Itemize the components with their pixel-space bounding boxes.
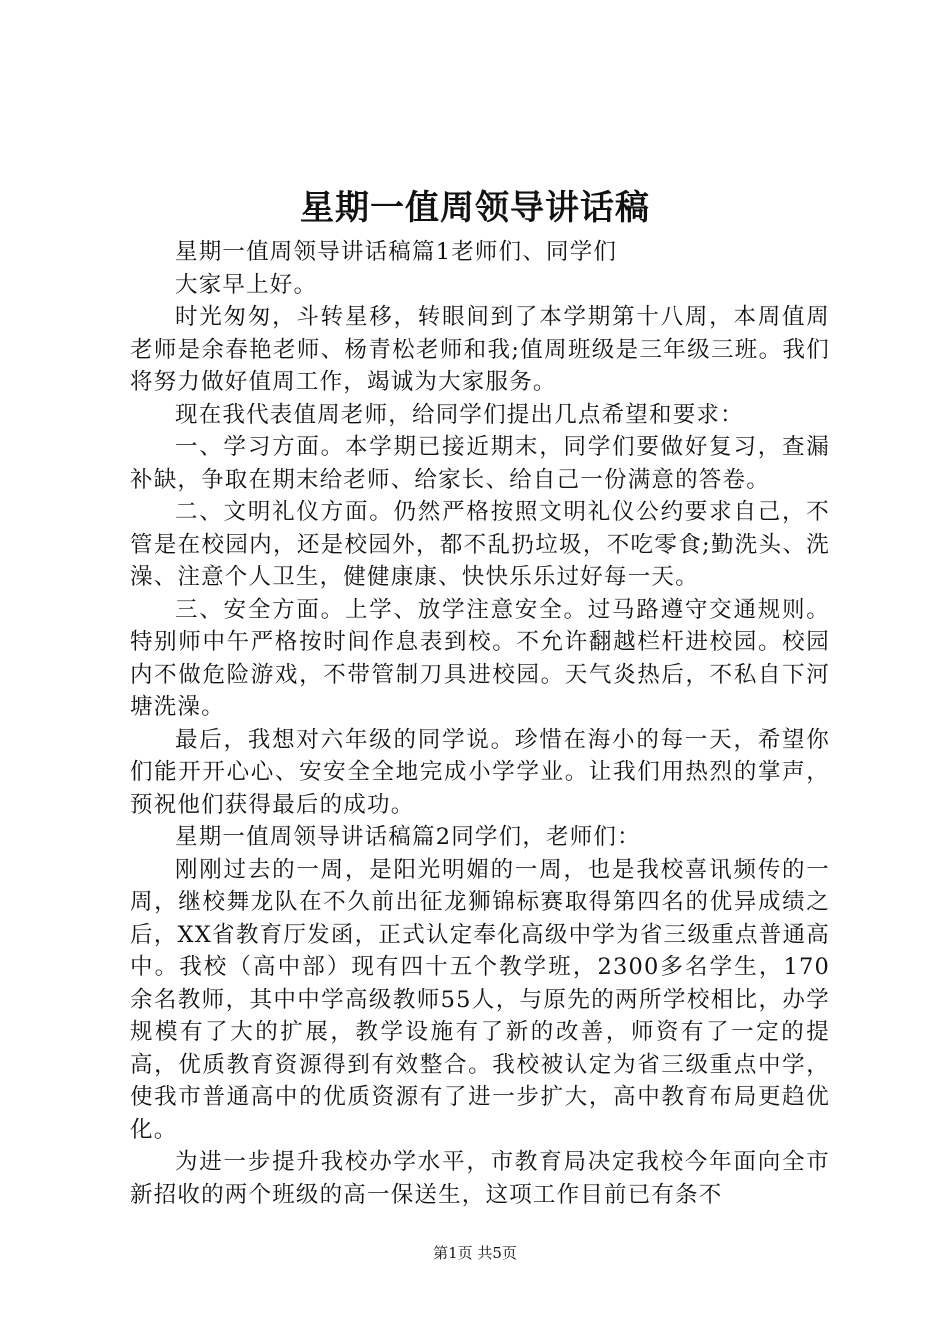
paragraph: 最后，我想对六年级的同学说。珍惜在海小的每一天，希望你们能开开心心、安安全全地完成小学学业。让我们用热烈的掌声，预祝他们获得最后的成功。 (130, 726, 830, 818)
paragraph: 现在我代表值周老师，给同学们提出几点希望和要求： (175, 401, 744, 428)
page-footer: 第1页 共5页 (433, 1244, 517, 1262)
paragraph: 为进一步提升我校办学水平，市教育局决定我校今年面向全市新招收的两个班级的高一保送生，这项工作目前已有条不 (130, 1149, 830, 1208)
paragraph: 大家早上好。 (175, 271, 318, 298)
document-title: 星期一值周领导讲话稿 (300, 188, 650, 228)
document-body (130, 236, 830, 1211)
paragraph: 星期一值周领导讲话稿篇1老师们、同学们 (175, 239, 618, 265)
paragraph: 时光匆匆，斗转星移，转眼间到了本学期第十八周，本周值周老师是余春艳老师、杨青松老师和我;值周班级是三年级三班。我们将努力做好值周工作，竭诚为大家服务。 (130, 304, 830, 395)
paragraph: 星期一值周领导讲话稿篇2同学们，老师们： (175, 824, 641, 850)
paragraph: 二、文明礼仪方面。仍然严格按照文明礼仪公约要求自己，不管是在校园内，还是校园外，都不乱扔垃圾，不吃零食;勤洗头、洗澡、注意个人卫生，健健康康、快快乐乐过好每一天。 (130, 499, 830, 590)
paragraph: 刚刚过去的一周，是阳光明媚的一周，也是我校喜讯频传的一周，继校舞龙队在不久前出征龙狮锦标赛取得第四名的优异成绩之后，XX省教育厅发函，正式认定奉化高级中学为省三级重点普通高中。我校（高中部）现有四十五个教学班，2300多名学生，170余名教师，其中中学高级教师55人，与原先的两所学校相比，办学规模有了大的扩展，教学设施有了新的改善，师资有了一定的提高，优质教育资源得到有效整合。我校被认定为省三级重点中学，使我市普通高中的优质资源有了进一步扩大，高中教育布局更趋优化。 (130, 856, 830, 1143)
paragraph: 三、安全方面。上学、放学注意安全。过马路遵守交通规则。特别师中午严格按时间作息表到校。不允许翻越栏杆进校园。校园内不做危险游戏，不带管制刀具进校园。天气炎热后，不私自下河塘洗澡。 (130, 596, 830, 720)
paragraph: 一、学习方面。本学期已接近期末，同学们要做好复习，查漏补缺，争取在期末给老师、给家长、给自己一份满意的答卷。 (130, 434, 830, 493)
